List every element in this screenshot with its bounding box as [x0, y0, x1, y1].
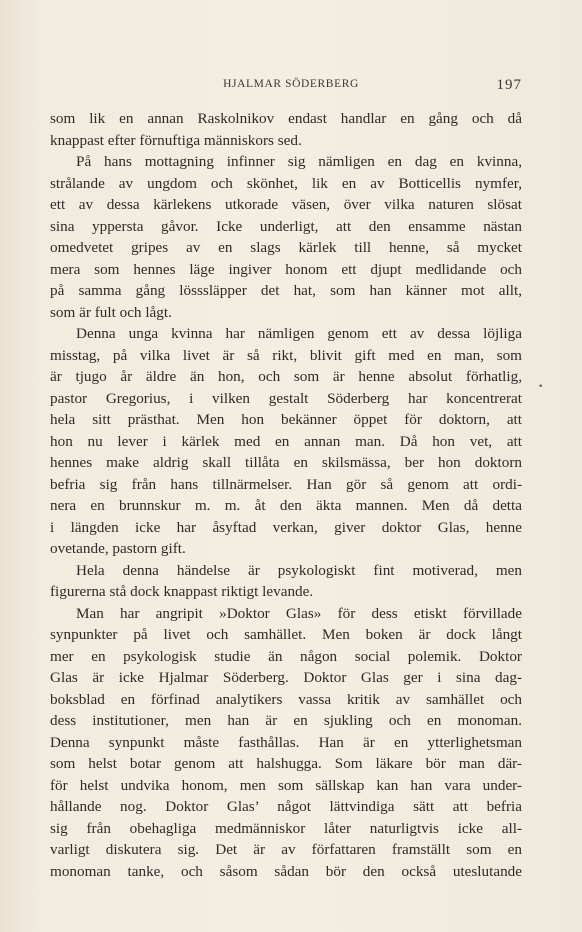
text-line: varligt diskutera sig. Det är av författaren framställt som en	[50, 841, 522, 858]
text-line: boksblad en förfinad analytikers vassa kritik av samhället och	[50, 690, 522, 708]
text-line: misstag, på vilka livet är så rikt, blivit gift med en man, som	[50, 346, 522, 364]
text-line: som är fult och lågt.	[50, 303, 172, 321]
text-line: på samma gång lösssläpper det hat, som han känner mot allt,	[50, 282, 522, 299]
text-line: befria sig från hans tillnärmelser. Han gör så genom att ordi-	[50, 475, 522, 493]
text-line: hennes make aldrig skall tillåta en skilsmässa, ber hon doktorn	[50, 454, 522, 471]
text-line: figurerna stå dock knappast riktigt levande.	[50, 583, 314, 600]
text-line: Denna synpunkt måste fasthållas. Han är en ytterlighetsman	[50, 733, 522, 751]
text-line: sig från obehagliga medmänniskor låter naturligtvis icke all-	[50, 819, 522, 837]
text-line: mera som hennes läge ingiver honom ett djupt medlidande och	[50, 260, 522, 278]
text-line: är tjugo år äldre än hon, och som är henne absolut förhatlig,	[50, 368, 522, 385]
body-text	[50, 108, 522, 882]
text-line: knappast efter förnuftiga människors sed.	[50, 131, 302, 149]
text-line: Man har angripit »Doktor Glas» för dess etiskt förvillade	[76, 604, 522, 622]
text-line: pastor Gregorius, i vilken gestalt Söderberg har koncentrerat	[50, 389, 522, 407]
text-line: som helst botar genom att halshugga. Som läkare bör man där-	[50, 755, 522, 772]
text-line: omedvetet gripes av en slags kärlek till henne, så mycket	[50, 239, 522, 256]
page-number: 197	[496, 77, 522, 93]
text-line: monoman tanke, och såsom sådan bör den också uteslutande	[50, 862, 522, 880]
text-line: sina yppersta gåvor. Icke underligt, att den ensamme nästan	[50, 217, 522, 235]
text-line: Hela denna händelse är psykologiskt fint motiverad, men	[76, 561, 522, 579]
text-line: dess institutioner, men han är en sjukling och en monoman.	[50, 712, 522, 729]
text-line: för helst undvika honom, men som sällskap kan han vara under-	[50, 776, 522, 794]
running-head	[0, 78, 582, 100]
text-line: Glas är icke Hjalmar Söderberg. Doktor Glas ger i sina dag-	[50, 669, 522, 686]
text-line: mer en psykologisk studie än någon social polemik. Doktor	[50, 647, 522, 665]
text-line: ovetande, pastorn gift.	[50, 540, 186, 557]
text-line: hon nu lever i kärlek med en annan man. Då hon vet, att	[50, 432, 522, 450]
margin-mark: •	[538, 382, 544, 392]
text-line: Denna unga kvinna har nämligen genom ett av dessa löjliga	[76, 325, 522, 342]
running-head-title: HJALMAR SÖDERBERG	[223, 78, 359, 90]
text-line: strålande av ungdom och skönhet, lik en av Botticellis nymfer,	[50, 174, 522, 192]
text-line: ett av dessa kärlekens utkorade väsen, över vilka naturen slösat	[50, 196, 522, 213]
text-line: hela sitt prästhat. Men hon bekänner öppet för doktorn, att	[50, 411, 522, 428]
text-line: hållande nog. Doktor Glas’ något lättvindiga sätt att befria	[50, 798, 522, 815]
text-line: nera en brunnskur m. m. åt den äkta mannen. Men då detta	[50, 497, 522, 514]
text-line: i längden icke har åsyftad verkan, giver doktor Glas, henne	[50, 518, 522, 536]
text-line: synpunkter på livet och samhället. Men boken är dock långt	[50, 626, 522, 643]
text-line: På hans mottagning infinner sig nämligen en dag en kvinna,	[76, 153, 522, 170]
text-line: som lik en annan Raskolnikov endast handlar en gång och då	[50, 110, 522, 127]
